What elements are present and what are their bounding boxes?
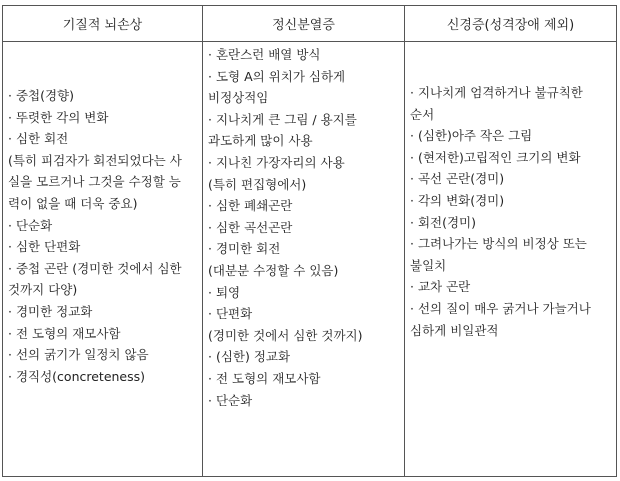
list-item: (특히 편집형에서) xyxy=(208,176,307,192)
list-item: · 중첩(경향) xyxy=(8,88,75,103)
list-item: · 심한 단편화 xyxy=(8,239,81,255)
list-item: · 교차 곤란 xyxy=(410,279,471,295)
list-item: · 경직성(concreteness) xyxy=(8,368,146,384)
list-item: · 단편화 xyxy=(208,306,253,322)
list-item: · 전 도형의 재모사함 xyxy=(8,325,121,341)
list-item: · 선의 굵기가 일정치 않음 xyxy=(8,347,149,363)
list-item: (대분분 수정할 수 있음) xyxy=(208,262,339,278)
cell-neurosis xyxy=(405,42,617,477)
list-item: · 지나치게 엄격하거나 불규칙한 xyxy=(410,85,583,100)
cell-organic-brain-damage xyxy=(3,42,203,477)
cell-schizophrenia xyxy=(203,42,405,477)
list-item: · 뚜렷한 각의 변화 xyxy=(8,109,109,125)
list-item: (경미한 것에서 심한 것까지) xyxy=(208,327,363,343)
list-item: · 도형 A의 위치가 심하게 비정상적임 xyxy=(208,68,346,106)
list-item: · 단순화 xyxy=(8,217,53,233)
list-item: · 단순화 xyxy=(208,392,253,408)
content-row xyxy=(3,42,617,477)
list-item: · 그려나가는 방식의 비정상 또는 불일치 xyxy=(410,236,587,273)
list-item: · 경미한 회전 xyxy=(208,241,281,257)
list-item: · 심한 회전 xyxy=(8,131,69,147)
list-item: · 지나친 가장자리의 사용 xyxy=(208,154,345,170)
list-item: · 지나치게 큰 그림 / 용지를 과도하게 많이 사용 xyxy=(208,111,357,149)
list-item: · 심한 폐쇄곤란 xyxy=(208,198,293,214)
list-item: · 심한 곡선곤란 xyxy=(208,219,293,235)
list-item: · 혼란스런 배열 방식 xyxy=(208,47,321,62)
list-item: (특히 피검자가 회전되었다는 사 실을 모르거나 그것을 수정할 능 력이 없을 때 더욱 중요) xyxy=(8,152,182,211)
list-item: 순서 xyxy=(410,106,435,122)
header-organic-brain-damage: 기질적 뇌손상 xyxy=(3,6,203,42)
list-item: · 곡선 곤란(경미) xyxy=(410,171,505,187)
header-neurosis: 신경증(성격장애 제외) xyxy=(405,6,617,42)
list-item: · (심한)아주 작은 그림 xyxy=(410,128,533,144)
header-schizophrenia: 정신분열증 xyxy=(203,6,405,42)
list-item: · 각의 변화(경미) xyxy=(410,192,505,208)
list-item: · 경미한 정교화 xyxy=(8,303,93,319)
list-item: · 회전(경미) xyxy=(410,214,477,230)
list-item: · 선의 질이 매우 굵거나 가늘거나 심하게 비일관적 xyxy=(410,300,591,338)
list-item: · (현저한)고립적인 크기의 변화 xyxy=(410,149,581,165)
list-item: · 퇴영 xyxy=(208,284,241,300)
list-item: · 전 도형의 재모사함 xyxy=(208,370,321,386)
header-row xyxy=(3,6,617,42)
list-item: · 중첩 곤란 (경미한 것에서 심한 것까지 다양) xyxy=(8,260,182,298)
comparison-table xyxy=(2,5,617,477)
list-item: · (심한) 정교화 xyxy=(208,349,291,365)
